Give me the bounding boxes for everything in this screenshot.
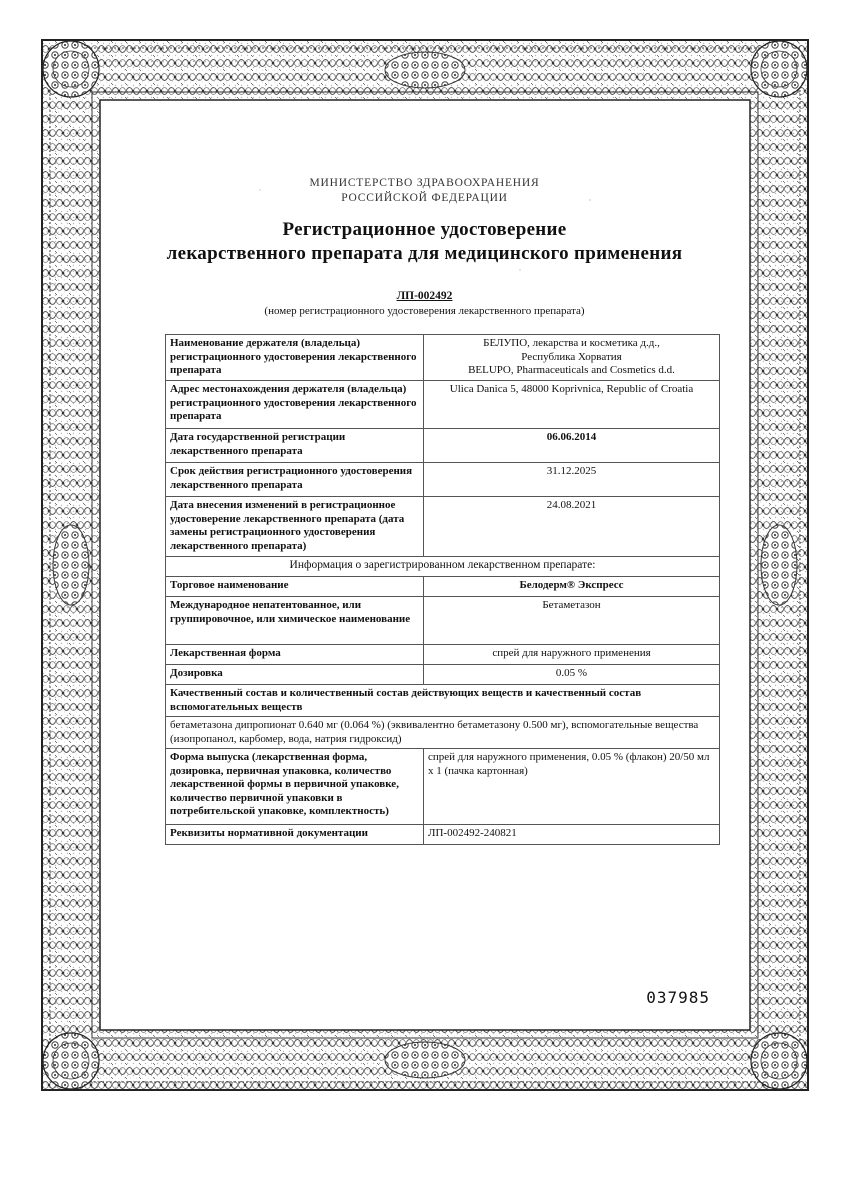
holder-value-line2: Республика Хорватия xyxy=(521,350,622,363)
holder-value xyxy=(424,335,720,381)
table-row xyxy=(166,577,720,597)
changes-value: 24.08.2021 xyxy=(424,497,720,557)
trade-name-label: Торговое наименование xyxy=(166,577,424,597)
dosage-label: Дозировка xyxy=(166,665,424,685)
address-value: Ulica Danica 5, 48000 Koprivnica, Republic of Croatia xyxy=(424,381,720,429)
document-title xyxy=(0,218,849,266)
normative-doc-value: ЛП-002492-240821 xyxy=(424,825,720,845)
release-form-label: Форма выпуска (лекарственная форма, дозировка, первичная упаковка, количество лекарственной формы в первичной упаковке, количество первичной упаковки в потребительской упаковке, комплектность) xyxy=(166,749,424,825)
holder-value-line1: БЕЛУПО, лекарства и косметика д.д., xyxy=(483,337,660,349)
table-row xyxy=(166,335,720,381)
table-row xyxy=(166,825,720,845)
trade-name-value: Белодерм® Экспресс xyxy=(424,577,720,597)
table-row xyxy=(166,717,720,749)
inn-label: Международное непатентованное, или группировочное, или химическое наименование xyxy=(166,597,424,645)
dosage-value: 0.05 % xyxy=(424,665,720,685)
ministry-line1: МИНИСТЕРСТВО ЗДРАВООХРАНЕНИЯ xyxy=(309,177,540,189)
table-row xyxy=(166,645,720,665)
registration-number-caption: (номер регистрационного удостоверения лекарственного препарата) xyxy=(264,305,585,317)
changes-label: Дата внесения изменений в регистрационное удостоверение лекарственного препарата (дата замены регистрационного удостоверения лекарственного препарата) xyxy=(166,497,424,557)
info-header: Информация о зарегистрированном лекарственном препарате: xyxy=(166,557,720,577)
table-row xyxy=(166,463,720,497)
dosage-form-value: спрей для наружного применения xyxy=(424,645,720,665)
dosage-form-label: Лекарственная форма xyxy=(166,645,424,665)
address-label: Адрес местонахождения держателя (владельца) регистрационного удостоверения лекарственного препарата xyxy=(166,381,424,429)
table-row xyxy=(166,381,720,429)
table-row xyxy=(166,429,720,463)
table-row xyxy=(166,665,720,685)
ministry-header xyxy=(0,176,849,206)
holder-label: Наименование держателя (владельца) регистрационного удостоверения лекарственного препарата xyxy=(166,335,424,381)
title-line2: лекарственного препарата для медицинского применения xyxy=(166,243,683,264)
holder-value-line3: BELUPO, Pharmaceuticals and Cosmetics d.d. xyxy=(468,364,675,376)
reg-date-label: Дата государственной регистрации лекарственного препарата xyxy=(166,429,424,463)
registration-table xyxy=(165,334,720,845)
table-row xyxy=(166,557,720,577)
release-form-value: спрей для наружного применения, 0.05 % (флакон) 20/50 мл x 1 (пачка картонная) xyxy=(424,749,720,825)
validity-value: 31.12.2025 xyxy=(424,463,720,497)
composition-label: Качественный состав и количественный состав действующих веществ и качественный состав вспомогательных веществ xyxy=(166,685,720,717)
normative-doc-label: Реквизиты нормативной документации xyxy=(166,825,424,845)
validity-label: Срок действия регистрационного удостоверения лекарственного препарата xyxy=(166,463,424,497)
registration-number: ЛП-002492 xyxy=(396,290,453,302)
inn-value: Бетаметазон xyxy=(424,597,720,645)
table-row xyxy=(166,597,720,645)
serial-number: 037985 xyxy=(646,988,710,1007)
reg-date-value: 06.06.2014 xyxy=(424,429,720,463)
composition-value: бетаметазона дипропионат 0.640 мг (0.064 %) (эквивалентно бетаметазону 0.500 мг), вспомогательные вещества (изопропанол, карбомер, вода, натрия гидроксид) xyxy=(166,717,720,749)
table-row xyxy=(166,749,720,825)
ministry-line2: РОССИЙСКОЙ ФЕДЕРАЦИИ xyxy=(341,192,508,204)
table-row xyxy=(166,497,720,557)
title-line1: Регистрационное удостоверение xyxy=(282,219,567,240)
table-row xyxy=(166,685,720,717)
